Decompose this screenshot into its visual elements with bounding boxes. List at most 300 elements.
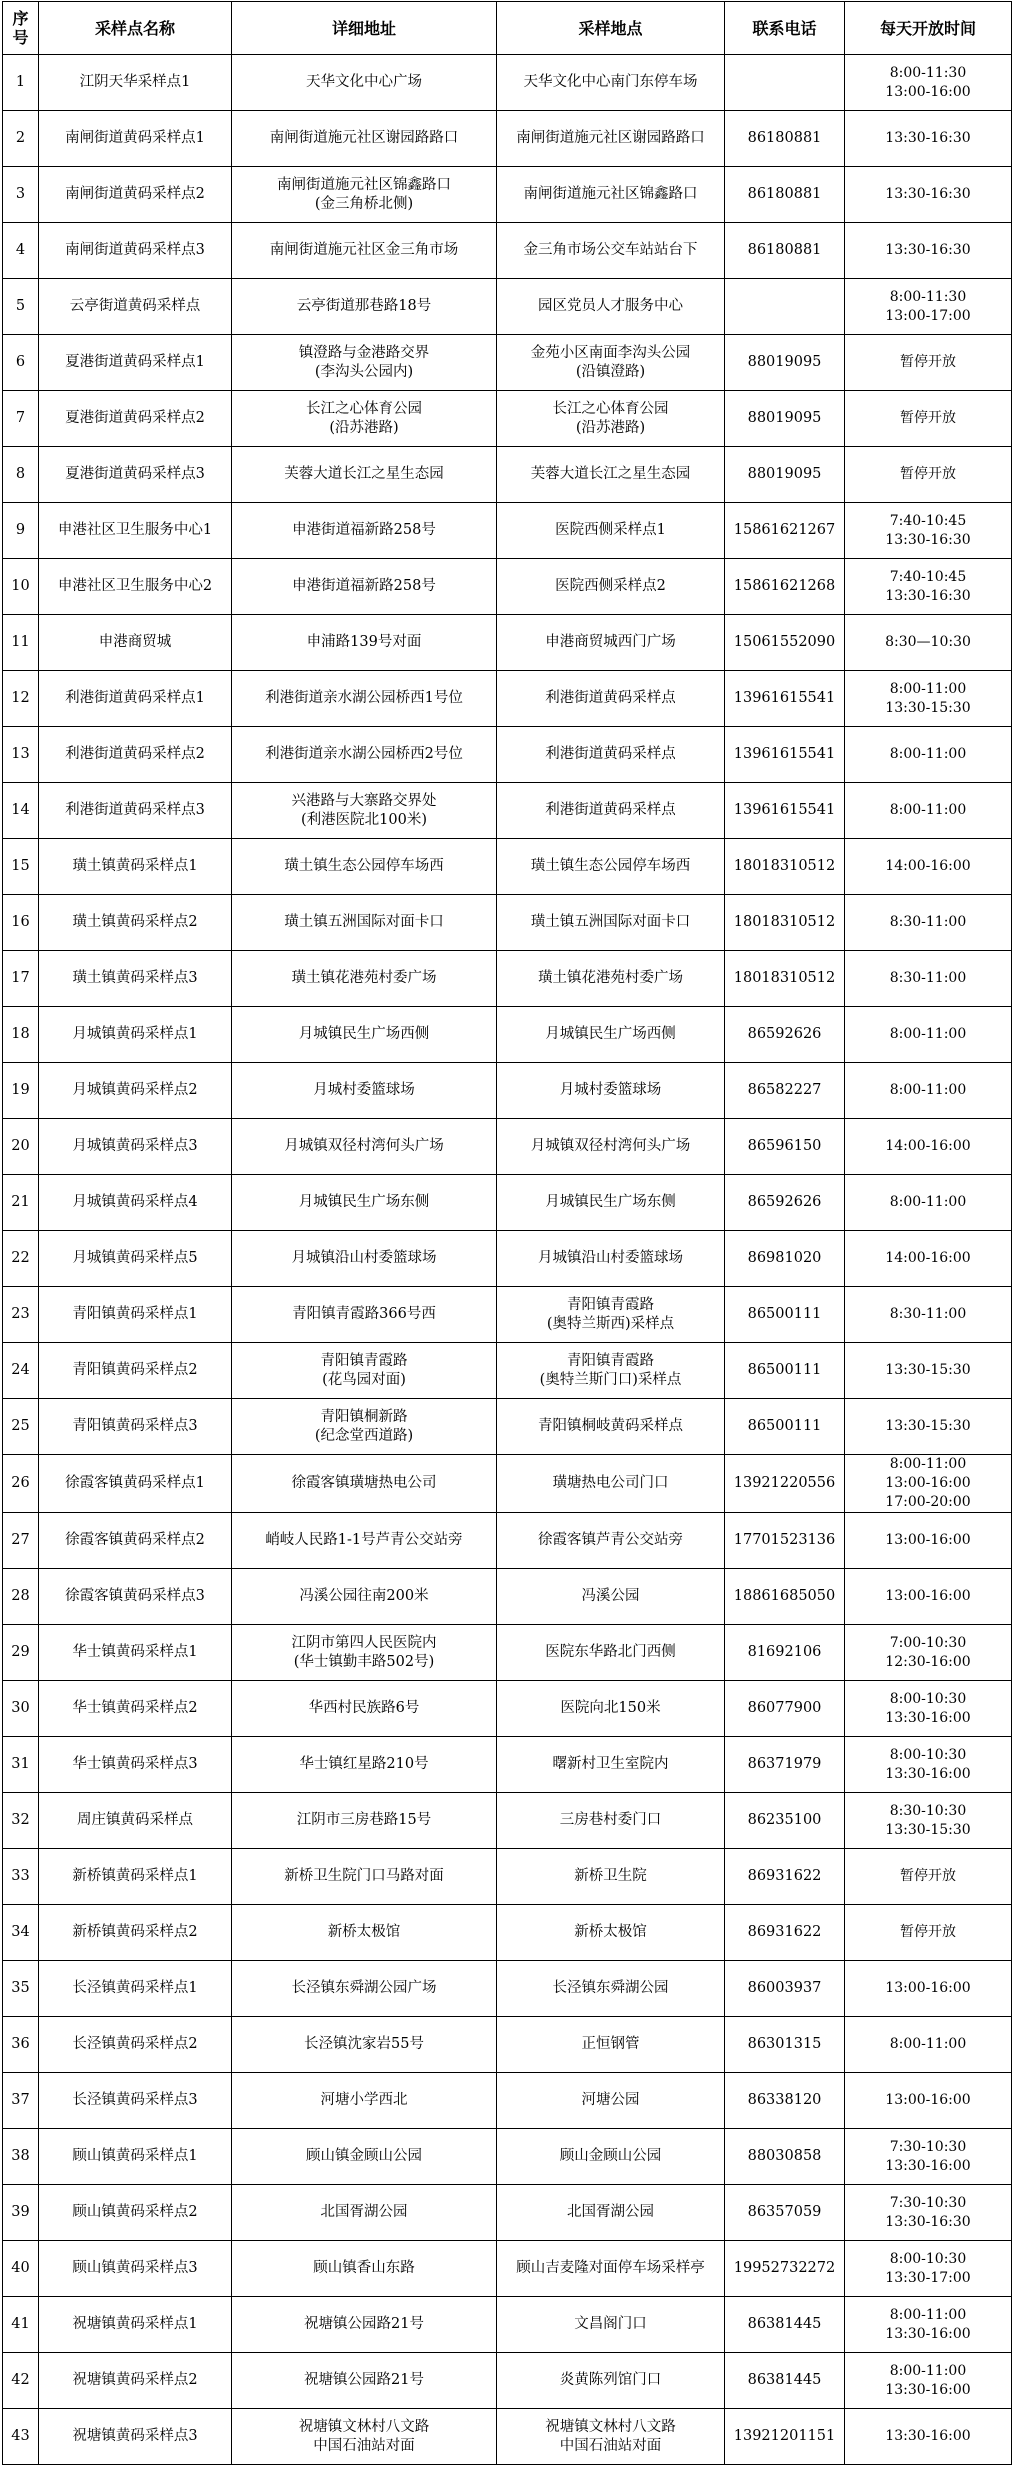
cell-site-name: 夏港街道黄码采样点1 (39, 335, 232, 391)
cell-address: 峭岐人民路1-1号芦青公交站旁 (232, 1513, 497, 1569)
cell-hours: 13:30-16:30 (845, 167, 1012, 223)
cell-index: 43 (3, 2409, 39, 2465)
table-row (3, 1905, 1012, 1961)
cell-hours: 8:30-11:00 (845, 951, 1012, 1007)
cell-address: 月城镇双径村湾何头广场 (232, 1119, 497, 1175)
cell-hours: 13:30-16:00 (845, 2409, 1012, 2465)
cell-site-name: 长泾镇黄码采样点2 (39, 2017, 232, 2073)
cell-index: 37 (3, 2073, 39, 2129)
cell-site-name: 祝塘镇黄码采样点3 (39, 2409, 232, 2465)
cell-location: 北国胥湖公园 (497, 2185, 725, 2241)
cell-index: 10 (3, 559, 39, 615)
cell-location: 炎黄陈列馆门口 (497, 2353, 725, 2409)
cell-phone: 86235100 (725, 1793, 845, 1849)
table-row (3, 839, 1012, 895)
cell-location: 利港街道黄码采样点 (497, 783, 725, 839)
cell-address: 南闸街道施元社区金三角市场 (232, 223, 497, 279)
cell-phone: 13961615541 (725, 727, 845, 783)
table-row (3, 2017, 1012, 2073)
cell-location: 金苑小区南面李沟头公园 (沿镇澄路) (497, 335, 725, 391)
cell-phone: 86500111 (725, 1343, 845, 1399)
cell-phone: 13961615541 (725, 671, 845, 727)
cell-address: 徐霞客镇璜塘热电公司 (232, 1455, 497, 1513)
cell-site-name: 徐霞客镇黄码采样点3 (39, 1569, 232, 1625)
cell-site-name: 祝塘镇黄码采样点2 (39, 2353, 232, 2409)
cell-address: 长泾镇东舜湖公园广场 (232, 1961, 497, 2017)
header-hours: 每天开放时间 (845, 2, 1012, 55)
cell-site-name: 新桥镇黄码采样点2 (39, 1905, 232, 1961)
table-row (3, 559, 1012, 615)
cell-address: 河塘小学西北 (232, 2073, 497, 2129)
cell-site-name: 利港街道黄码采样点2 (39, 727, 232, 783)
cell-phone: 86381445 (725, 2353, 845, 2409)
cell-address: 申港街道福新路258号 (232, 559, 497, 615)
cell-phone: 19952732272 (725, 2241, 845, 2297)
cell-phone (725, 55, 845, 111)
cell-hours: 8:00-11:00 (845, 1007, 1012, 1063)
cell-hours: 13:30-15:30 (845, 1343, 1012, 1399)
cell-hours: 8:30—10:30 (845, 615, 1012, 671)
cell-phone: 15861621267 (725, 503, 845, 559)
cell-index: 27 (3, 1513, 39, 1569)
cell-address: 申港街道福新路258号 (232, 503, 497, 559)
cell-index: 4 (3, 223, 39, 279)
cell-location: 医院西侧采样点2 (497, 559, 725, 615)
cell-site-name: 华士镇黄码采样点1 (39, 1625, 232, 1681)
cell-index: 35 (3, 1961, 39, 2017)
cell-index: 7 (3, 391, 39, 447)
table-header (3, 2, 1012, 55)
cell-location: 璜土镇五洲国际对面卡口 (497, 895, 725, 951)
cell-location: 医院向北150米 (497, 1681, 725, 1737)
cell-site-name: 周庄镇黄码采样点 (39, 1793, 232, 1849)
cell-address: 冯溪公园往南200米 (232, 1569, 497, 1625)
cell-address: 长泾镇沈家岩55号 (232, 2017, 497, 2073)
table-row (3, 335, 1012, 391)
table-row (3, 1007, 1012, 1063)
cell-site-name: 顾山镇黄码采样点3 (39, 2241, 232, 2297)
cell-address: 新桥太极馆 (232, 1905, 497, 1961)
cell-index: 28 (3, 1569, 39, 1625)
cell-site-name: 璜土镇黄码采样点1 (39, 839, 232, 895)
table-row (3, 895, 1012, 951)
cell-hours: 8:00-11:00 13:00-16:00 17:00-20:00 (845, 1455, 1012, 1513)
cell-location: 天华文化中心南门东停车场 (497, 55, 725, 111)
cell-index: 31 (3, 1737, 39, 1793)
cell-address: 祝塘镇公园路21号 (232, 2297, 497, 2353)
cell-phone: 86357059 (725, 2185, 845, 2241)
cell-site-name: 申港社区卫生服务中心2 (39, 559, 232, 615)
cell-site-name: 夏港街道黄码采样点3 (39, 447, 232, 503)
cell-site-name: 祝塘镇黄码采样点1 (39, 2297, 232, 2353)
cell-phone: 86077900 (725, 1681, 845, 1737)
cell-hours: 暂停开放 (845, 447, 1012, 503)
cell-phone: 18018310512 (725, 895, 845, 951)
cell-hours: 8:00-11:00 (845, 1175, 1012, 1231)
table-row (3, 2129, 1012, 2185)
cell-phone: 86592626 (725, 1007, 845, 1063)
cell-phone: 86180881 (725, 111, 845, 167)
cell-address: 顾山镇香山东路 (232, 2241, 497, 2297)
cell-hours: 暂停开放 (845, 1849, 1012, 1905)
cell-address: 镇澄路与金港路交界 (李沟头公园内) (232, 335, 497, 391)
cell-site-name: 夏港街道黄码采样点2 (39, 391, 232, 447)
cell-site-name: 江阴天华采样点1 (39, 55, 232, 111)
cell-location: 顾山吉麦隆对面停车场采样亭 (497, 2241, 725, 2297)
cell-phone: 88019095 (725, 335, 845, 391)
cell-index: 23 (3, 1287, 39, 1343)
cell-address: 兴港路与大寨路交界处 (利港医院北100米) (232, 783, 497, 839)
table-row (3, 223, 1012, 279)
cell-index: 30 (3, 1681, 39, 1737)
table-row (3, 1287, 1012, 1343)
cell-address: 华士镇红星路210号 (232, 1737, 497, 1793)
cell-address: 江阴市三房巷路15号 (232, 1793, 497, 1849)
table-row (3, 2353, 1012, 2409)
cell-address: 南闸街道施元社区谢园路路口 (232, 111, 497, 167)
cell-address: 申浦路139号对面 (232, 615, 497, 671)
cell-index: 13 (3, 727, 39, 783)
table-row (3, 1063, 1012, 1119)
cell-hours: 7:00-10:30 12:30-16:00 (845, 1625, 1012, 1681)
cell-address: 月城镇沿山村委篮球场 (232, 1231, 497, 1287)
cell-site-name: 利港街道黄码采样点1 (39, 671, 232, 727)
header-phone: 联系电话 (725, 2, 845, 55)
cell-phone: 86180881 (725, 167, 845, 223)
cell-index: 20 (3, 1119, 39, 1175)
cell-index: 6 (3, 335, 39, 391)
cell-site-name: 南闸街道黄码采样点3 (39, 223, 232, 279)
cell-address: 青阳镇青霞路366号西 (232, 1287, 497, 1343)
cell-address: 璜土镇花港苑村委广场 (232, 951, 497, 1007)
cell-hours: 14:00-16:00 (845, 839, 1012, 895)
header-address: 详细地址 (232, 2, 497, 55)
table-row (3, 503, 1012, 559)
table-row (3, 1961, 1012, 2017)
cell-site-name: 申港社区卫生服务中心1 (39, 503, 232, 559)
cell-location: 璜土镇花港苑村委广场 (497, 951, 725, 1007)
cell-location: 金三角市场公交车站站台下 (497, 223, 725, 279)
cell-location: 长江之心体育公园 (沿苏港路) (497, 391, 725, 447)
cell-hours: 暂停开放 (845, 335, 1012, 391)
cell-hours: 8:00-11:00 (845, 1063, 1012, 1119)
cell-site-name: 月城镇黄码采样点5 (39, 1231, 232, 1287)
cell-address: 云亭街道那巷路18号 (232, 279, 497, 335)
cell-location: 璜土镇生态公园停车场西 (497, 839, 725, 895)
table-row (3, 2409, 1012, 2465)
cell-address: 璜土镇生态公园停车场西 (232, 839, 497, 895)
cell-hours: 8:00-10:30 13:30-17:00 (845, 2241, 1012, 2297)
cell-index: 36 (3, 2017, 39, 2073)
table-row (3, 55, 1012, 111)
cell-index: 21 (3, 1175, 39, 1231)
cell-phone: 86003937 (725, 1961, 845, 2017)
cell-site-name: 月城镇黄码采样点3 (39, 1119, 232, 1175)
table-row (3, 447, 1012, 503)
cell-location: 祝塘镇文林村八文路 中国石油站对面 (497, 2409, 725, 2465)
cell-hours: 8:00-11:00 (845, 783, 1012, 839)
cell-index: 33 (3, 1849, 39, 1905)
cell-location: 文昌阁门口 (497, 2297, 725, 2353)
cell-location: 芙蓉大道长江之星生态园 (497, 447, 725, 503)
cell-index: 11 (3, 615, 39, 671)
cell-phone (725, 279, 845, 335)
cell-phone: 13961615541 (725, 783, 845, 839)
cell-location: 南闸街道施元社区谢园路路口 (497, 111, 725, 167)
cell-site-name: 利港街道黄码采样点3 (39, 783, 232, 839)
table-row (3, 1399, 1012, 1455)
cell-address: 顾山镇金顾山公园 (232, 2129, 497, 2185)
cell-address: 璜土镇五洲国际对面卡口 (232, 895, 497, 951)
header-row (3, 2, 1012, 55)
cell-location: 青阳镇青霞路 (奥特兰斯门口)采样点 (497, 1343, 725, 1399)
cell-phone: 86500111 (725, 1399, 845, 1455)
cell-hours: 8:00-11:00 (845, 727, 1012, 783)
cell-site-name: 璜土镇黄码采样点3 (39, 951, 232, 1007)
header-name: 采样点名称 (39, 2, 232, 55)
cell-hours: 8:00-11:30 13:00-16:00 (845, 55, 1012, 111)
cell-site-name: 徐霞客镇黄码采样点1 (39, 1455, 232, 1513)
cell-hours: 13:30-16:30 (845, 223, 1012, 279)
cell-site-name: 月城镇黄码采样点1 (39, 1007, 232, 1063)
cell-location: 申港商贸城西门广场 (497, 615, 725, 671)
table-row (3, 1625, 1012, 1681)
cell-location: 月城镇民生广场东侧 (497, 1175, 725, 1231)
table-row (3, 1569, 1012, 1625)
cell-location: 长泾镇东舜湖公园 (497, 1961, 725, 2017)
cell-index: 5 (3, 279, 39, 335)
cell-site-name: 南闸街道黄码采样点2 (39, 167, 232, 223)
cell-location: 河塘公园 (497, 2073, 725, 2129)
cell-site-name: 月城镇黄码采样点2 (39, 1063, 232, 1119)
table-row (3, 1793, 1012, 1849)
cell-index: 24 (3, 1343, 39, 1399)
cell-location: 月城镇沿山村委篮球场 (497, 1231, 725, 1287)
cell-index: 29 (3, 1625, 39, 1681)
cell-address: 月城镇民生广场西侧 (232, 1007, 497, 1063)
table-row (3, 1681, 1012, 1737)
cell-phone: 86371979 (725, 1737, 845, 1793)
cell-location: 徐霞客镇芦青公交站旁 (497, 1513, 725, 1569)
cell-index: 12 (3, 671, 39, 727)
cell-index: 8 (3, 447, 39, 503)
cell-site-name: 月城镇黄码采样点4 (39, 1175, 232, 1231)
cell-location: 月城村委篮球场 (497, 1063, 725, 1119)
cell-address: 芙蓉大道长江之星生态园 (232, 447, 497, 503)
cell-location: 三房巷村委门口 (497, 1793, 725, 1849)
table-row (3, 111, 1012, 167)
cell-hours: 8:00-11:00 13:30-16:00 (845, 2297, 1012, 2353)
cell-phone: 86596150 (725, 1119, 845, 1175)
table-row (3, 1849, 1012, 1905)
table-row (3, 1231, 1012, 1287)
cell-index: 34 (3, 1905, 39, 1961)
cell-hours: 13:00-16:00 (845, 2073, 1012, 2129)
cell-index: 32 (3, 1793, 39, 1849)
table-row (3, 727, 1012, 783)
cell-phone: 88019095 (725, 391, 845, 447)
cell-address: 利港街道亲水湖公园桥西1号位 (232, 671, 497, 727)
cell-hours: 暂停开放 (845, 391, 1012, 447)
cell-phone: 86592626 (725, 1175, 845, 1231)
cell-phone: 13921201151 (725, 2409, 845, 2465)
cell-location: 医院东华路北门西侧 (497, 1625, 725, 1681)
cell-hours: 13:00-16:00 (845, 1961, 1012, 2017)
cell-phone: 15861621268 (725, 559, 845, 615)
cell-hours: 7:30-10:30 13:30-16:30 (845, 2185, 1012, 2241)
cell-phone: 86582227 (725, 1063, 845, 1119)
table-row (3, 1175, 1012, 1231)
cell-phone: 81692106 (725, 1625, 845, 1681)
cell-phone: 86931622 (725, 1905, 845, 1961)
cell-hours: 8:00-11:00 13:30-15:30 (845, 671, 1012, 727)
cell-site-name: 璜土镇黄码采样点2 (39, 895, 232, 951)
header-index: 序号 (3, 2, 39, 55)
cell-site-name: 申港商贸城 (39, 615, 232, 671)
cell-site-name: 华士镇黄码采样点3 (39, 1737, 232, 1793)
cell-location: 月城镇民生广场西侧 (497, 1007, 725, 1063)
cell-hours: 13:30-16:30 (845, 111, 1012, 167)
table-row (3, 783, 1012, 839)
cell-location: 新桥卫生院 (497, 1849, 725, 1905)
cell-index: 42 (3, 2353, 39, 2409)
table-row (3, 1737, 1012, 1793)
cell-index: 17 (3, 951, 39, 1007)
cell-location: 冯溪公园 (497, 1569, 725, 1625)
cell-hours: 7:30-10:30 13:30-16:00 (845, 2129, 1012, 2185)
cell-address: 北国胥湖公园 (232, 2185, 497, 2241)
cell-location: 医院西侧采样点1 (497, 503, 725, 559)
cell-address: 南闸街道施元社区锦鑫路口 (金三角桥北侧) (232, 167, 497, 223)
cell-index: 2 (3, 111, 39, 167)
cell-location: 南闸街道施元社区锦鑫路口 (497, 167, 725, 223)
cell-index: 38 (3, 2129, 39, 2185)
cell-index: 15 (3, 839, 39, 895)
cell-hours: 8:00-11:30 13:00-17:00 (845, 279, 1012, 335)
cell-location: 璜塘热电公司门口 (497, 1455, 725, 1513)
cell-address: 天华文化中心广场 (232, 55, 497, 111)
cell-index: 40 (3, 2241, 39, 2297)
cell-hours: 8:00-11:00 13:30-16:00 (845, 2353, 1012, 2409)
cell-index: 3 (3, 167, 39, 223)
cell-site-name: 长泾镇黄码采样点3 (39, 2073, 232, 2129)
cell-address: 月城镇民生广场东侧 (232, 1175, 497, 1231)
table-row (3, 279, 1012, 335)
cell-site-name: 青阳镇黄码采样点3 (39, 1399, 232, 1455)
cell-address: 祝塘镇文林村八文路 中国石油站对面 (232, 2409, 497, 2465)
cell-hours: 8:00-10:30 13:30-16:00 (845, 1737, 1012, 1793)
sampling-sites-table (2, 1, 1012, 2465)
cell-address: 青阳镇青霞路 (花鸟园对面) (232, 1343, 497, 1399)
cell-site-name: 长泾镇黄码采样点1 (39, 1961, 232, 2017)
cell-site-name: 青阳镇黄码采样点2 (39, 1343, 232, 1399)
cell-location: 新桥太极馆 (497, 1905, 725, 1961)
cell-hours: 13:30-15:30 (845, 1399, 1012, 1455)
cell-index: 41 (3, 2297, 39, 2353)
cell-address: 月城村委篮球场 (232, 1063, 497, 1119)
cell-address: 祝塘镇公园路21号 (232, 2353, 497, 2409)
cell-phone: 18861685050 (725, 1569, 845, 1625)
cell-address: 新桥卫生院门口马路对面 (232, 1849, 497, 1905)
table-row (3, 1513, 1012, 1569)
cell-address: 江阴市第四人民医院内 (华士镇勤丰路502号) (232, 1625, 497, 1681)
cell-phone: 86180881 (725, 223, 845, 279)
cell-index: 1 (3, 55, 39, 111)
cell-site-name: 顾山镇黄码采样点1 (39, 2129, 232, 2185)
cell-location: 月城镇双径村湾何头广场 (497, 1119, 725, 1175)
cell-address: 青阳镇桐新路 (纪念堂西道路) (232, 1399, 497, 1455)
cell-phone: 88030858 (725, 2129, 845, 2185)
cell-hours: 13:00-16:00 (845, 1513, 1012, 1569)
cell-phone: 86381445 (725, 2297, 845, 2353)
cell-index: 26 (3, 1455, 39, 1513)
cell-index: 16 (3, 895, 39, 951)
cell-address: 华西村民族路6号 (232, 1681, 497, 1737)
cell-location: 顾山金顾山公园 (497, 2129, 725, 2185)
cell-hours: 8:00-11:00 (845, 2017, 1012, 2073)
cell-site-name: 青阳镇黄码采样点1 (39, 1287, 232, 1343)
header-location: 采样地点 (497, 2, 725, 55)
cell-hours: 14:00-16:00 (845, 1119, 1012, 1175)
cell-hours: 暂停开放 (845, 1905, 1012, 1961)
cell-phone: 18018310512 (725, 951, 845, 1007)
cell-phone: 86500111 (725, 1287, 845, 1343)
cell-hours: 14:00-16:00 (845, 1231, 1012, 1287)
cell-phone: 86931622 (725, 1849, 845, 1905)
cell-hours: 8:30-11:00 (845, 1287, 1012, 1343)
cell-phone: 15061552090 (725, 615, 845, 671)
cell-address: 长江之心体育公园 (沿苏港路) (232, 391, 497, 447)
table-row (3, 1119, 1012, 1175)
cell-location: 青阳镇桐岐黄码采样点 (497, 1399, 725, 1455)
cell-index: 18 (3, 1007, 39, 1063)
cell-location: 园区党员人才服务中心 (497, 279, 725, 335)
cell-hours: 8:30-11:00 (845, 895, 1012, 951)
cell-index: 39 (3, 2185, 39, 2241)
table-row (3, 2185, 1012, 2241)
cell-phone: 17701523136 (725, 1513, 845, 1569)
cell-hours: 7:40-10:45 13:30-16:30 (845, 559, 1012, 615)
cell-site-name: 南闸街道黄码采样点1 (39, 111, 232, 167)
cell-hours: 7:40-10:45 13:30-16:30 (845, 503, 1012, 559)
cell-phone: 13921220556 (725, 1455, 845, 1513)
cell-phone: 18018310512 (725, 839, 845, 895)
cell-location: 青阳镇青霞路 (奥特兰斯西)采样点 (497, 1287, 725, 1343)
table-body (3, 55, 1012, 2465)
cell-site-name: 华士镇黄码采样点2 (39, 1681, 232, 1737)
table-row (3, 167, 1012, 223)
table-row (3, 671, 1012, 727)
table-row (3, 2241, 1012, 2297)
cell-index: 22 (3, 1231, 39, 1287)
cell-hours: 13:00-16:00 (845, 1569, 1012, 1625)
cell-address: 利港街道亲水湖公园桥西2号位 (232, 727, 497, 783)
cell-phone: 88019095 (725, 447, 845, 503)
cell-site-name: 徐霞客镇黄码采样点2 (39, 1513, 232, 1569)
cell-site-name: 云亭街道黄码采样点 (39, 279, 232, 335)
table-row (3, 2073, 1012, 2129)
table-row (3, 1455, 1012, 1513)
cell-phone: 86338120 (725, 2073, 845, 2129)
table-row (3, 2297, 1012, 2353)
cell-location: 利港街道黄码采样点 (497, 671, 725, 727)
cell-site-name: 顾山镇黄码采样点2 (39, 2185, 232, 2241)
cell-hours: 8:30-10:30 13:30-15:30 (845, 1793, 1012, 1849)
table-row (3, 615, 1012, 671)
cell-hours: 8:00-10:30 13:30-16:00 (845, 1681, 1012, 1737)
cell-location: 利港街道黄码采样点 (497, 727, 725, 783)
table-row (3, 1343, 1012, 1399)
